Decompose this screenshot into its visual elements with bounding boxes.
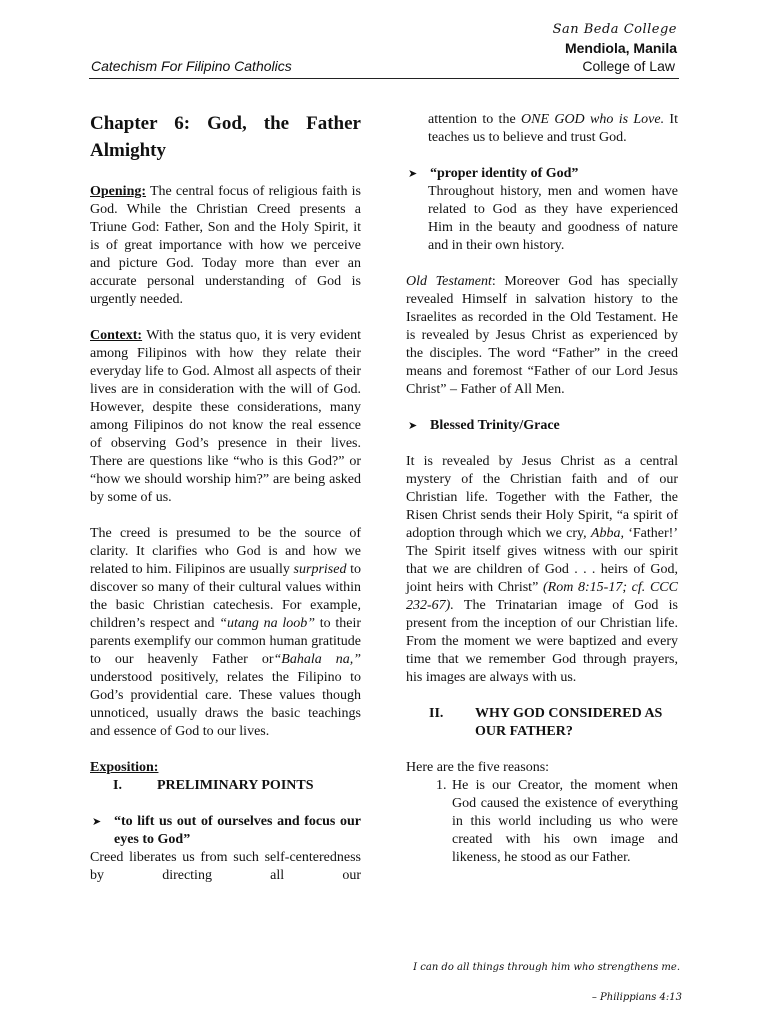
section-heading-1 (90, 777, 361, 795)
creed-text-2: to discover so many of their cultural values within the basic Christian catechesis. For example, children’s respect and (90, 562, 362, 631)
section-number-1: I. (113, 778, 122, 793)
opening-label: Opening: (90, 184, 147, 199)
trinity-text-1: It is revealed by Jesus Christ as a central mystery of the Christian faith and of our Christian life. Together with the Father, the Risen Christ sends their Holy Spirit, “a spirit of adoption through which we cry, (406, 454, 678, 541)
footer-quote: I can do all things through him who strengthens me. (413, 962, 680, 973)
section-title-1: PRELIMINARY POINTS (157, 778, 314, 793)
creed-bahala-na: “Bahala na,” (273, 652, 362, 667)
header-college: College of Law (582, 58, 675, 74)
creed-surprised: surprised (293, 562, 347, 577)
bullet-proper-identity (406, 165, 678, 183)
header-school: San Beda College (552, 22, 677, 37)
left-column (90, 110, 361, 885)
context-label: Context: (90, 328, 143, 343)
opening-text: The central focus of religious faith is God. While the Christian Creed presents a Triune God: Father, Son and the Holy Spirit, it is of great importance with how we perceive and picture God. Today more than ever an accurate personal understanding of God is urgently needed. (90, 184, 361, 307)
old-testament-paragraph (406, 273, 678, 399)
footer-reference: – Philippians 4:13 (591, 992, 682, 1003)
bullet-trinity (406, 417, 678, 435)
continued-one-god: ONE GOD who is Love. (521, 112, 665, 127)
document-title: Catechism For Filipino Catholics (91, 58, 292, 74)
right-column (406, 111, 678, 867)
reasons-intro: Here are the five reasons: (406, 760, 550, 775)
trinity-paragraph (406, 453, 678, 687)
creed-paragraph (90, 525, 361, 741)
arrow-bullet-icon: ➤ (408, 167, 418, 180)
creed-text-3: to their parents exemplify our common human gratitude to our heavenly Father or (90, 616, 361, 667)
trinity-text-3: The Trinatarian image of God is present from the inception of our Christian life. From the moment we were baptized and every time that we remember God through prayers, his images are always with us. (406, 598, 678, 685)
bullet-lift-us (90, 813, 361, 849)
creed-text-1: The creed is presumed to be the source of clarity. It clarifies who God is and how we related to him. Filipinos are usually (90, 526, 361, 577)
trinity-text-2: ‘Father!’ The Spirit itself gives witness with our spirit that we are children of God . . . heirs of God, joint heirs with Christ” (406, 526, 678, 595)
arrow-bullet-icon: ➤ (92, 815, 102, 828)
context-paragraph (90, 327, 361, 507)
section-heading-2 (406, 705, 678, 741)
trinity-reference: (Rom 8:15-17; cf. CCC 232-67). (406, 580, 678, 613)
creed-text-4: understood positively, relates the Filipino to God’s providential care. These values though unnoticed, usually draws the basic teachings and essence of God to our lives. (90, 670, 361, 739)
continued-text-2: It teaches us to believe and trust God. (428, 112, 678, 145)
bullet-lift-us-body: Creed liberates us from such self-centeredness by directing all our (90, 850, 361, 883)
header-city: Mendiola, Manila (564, 40, 677, 56)
context-text: With the status quo, it is very evident among Filipinos with how they relate their everyday life to God. Almost all aspects of their lives are in consideration with the will of God. However, despite these considerations, many among Filipinos do not know the real essence of observing God’s presence in their lives. There are questions like “who is this God?” or “how we should worship him?” are being asked by some of us. (90, 328, 361, 505)
trinity-abba: Abba, (590, 526, 624, 541)
header-divider (89, 78, 679, 79)
section-title-2: WHY GOD CONSIDERED AS OUR FATHER? (475, 706, 663, 739)
opening-paragraph (90, 183, 361, 309)
exposition-label: Exposition: (90, 760, 159, 775)
continued-paragraph (406, 111, 678, 147)
chapter-title: Chapter 6: God, the Father Almighty (90, 113, 361, 161)
bullet-lift-us-text: “to lift us out of ourselves and focus our eyes to God” (114, 814, 361, 847)
reasons-list (406, 777, 678, 867)
arrow-bullet-icon: ➤ (408, 419, 418, 432)
creed-utang-na-loob: “utang na loob” (219, 616, 316, 631)
bullet-proper-identity-body: Throughout history, men and women have related to God as they have experienced Him in the beauty and goodness of nature and in their own history. (428, 184, 678, 253)
section-number-2: II. (429, 706, 444, 721)
list-item: 1. He is our Creator, the moment when God caused the existence of everything in this world including us who were created with his own image and likeness, he stood as our Father. (450, 777, 678, 867)
bullet-proper-identity-text: “proper identity of God” (430, 166, 579, 181)
old-testament-text: : Moreover God has specially revealed Himself in salvation history to the Israelites as recorded in the Old Testament. He is revealed by Jesus Christ as experienced by the disciples. The word “Father” in the creed means and foremost “Father of our Lord Jesus Christ” – Father of All Men. (406, 274, 678, 397)
old-testament-label: Old Testament (406, 274, 492, 289)
bullet-trinity-text: Blessed Trinity/Grace (430, 418, 560, 433)
continued-text-1: attention to the (428, 112, 521, 127)
